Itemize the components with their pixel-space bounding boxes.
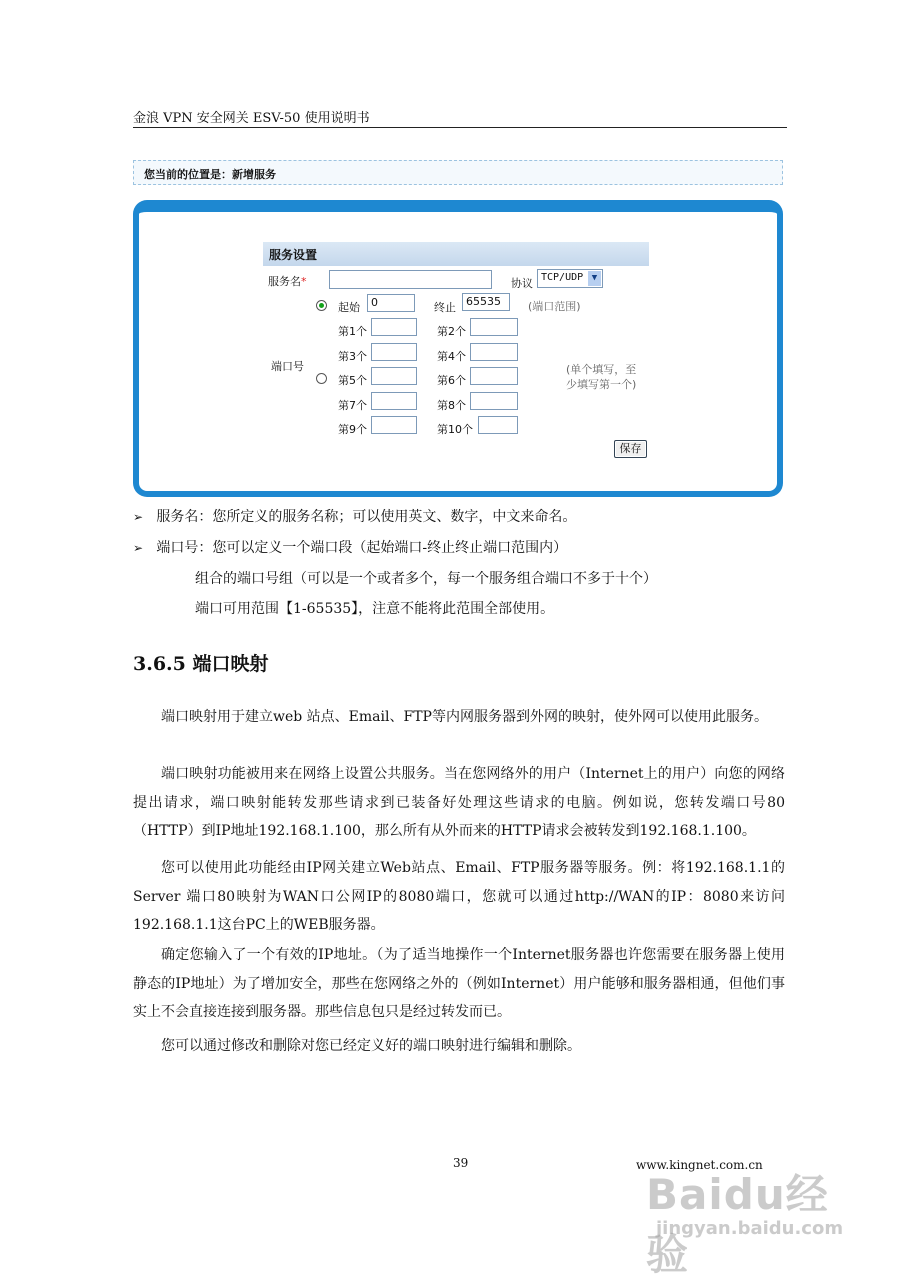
range-hint: (端口范围): [528, 300, 581, 313]
port-label: 端口号: [271, 360, 304, 373]
watermark-url: jingyan.baidu.com: [656, 1218, 844, 1239]
start-port-input[interactable]: 0: [367, 294, 415, 312]
port-1-label: 第1个: [338, 325, 367, 338]
port-3-input[interactable]: [371, 343, 417, 361]
bullet-service-name: [133, 505, 576, 529]
port-8-input[interactable]: [470, 392, 518, 410]
bullet-port-number: [133, 536, 567, 560]
bullet-text: 服务名：您所定义的服务名称；可以使用英文、数字，中文来命名。: [156, 509, 577, 525]
port-4-input[interactable]: [470, 343, 518, 361]
document-header: [133, 104, 787, 128]
service-name-input[interactable]: [329, 270, 492, 289]
port-8-label: 第8个: [437, 399, 466, 412]
port-4-label: 第4个: [437, 350, 466, 363]
port-1-input[interactable]: [371, 318, 417, 336]
bullet-arrow-icon: ➢: [133, 510, 144, 524]
paragraph: 您可以使用此功能经由IP网关建立Web站点、Email、FTP服务器等服务。例：将192.168.1.1的Server 端口80映射为WAN口公网IP的8080端口，您就可以通过http://WAN的IP：8080来访问192.168.1.1这台PC上的WEB服务器。: [133, 860, 785, 933]
section-title: 3.6.5 端口映射: [133, 653, 269, 675]
paragraph: 确定您输入了一个有效的IP地址。（为了适当地操作一个Internet服务器也许您需要在服务器上使用静态的IP地址）为了增加安全，那些在您网络之外的（例如Internet）用户能够和服务器相通，但他们事实上不会直接连接到服务器。那些信息包只是经过转发而已。: [133, 947, 785, 1020]
protocol-label: 协议: [511, 277, 533, 290]
paragraph: 端口映射功能被用来在网络上设置公共服务。当在您网络外的用户（Internet上的用户）向您的网络提出请求，端口映射能转发那些请求到已装备好处理这些请求的电脑。例如说，您转发端口号80（HTTP）到IP地址192.168.1.100，那么所有从外而来的HTTP请求会被转发到192.168.1.100。: [133, 766, 785, 839]
port-9-label: 第9个: [338, 423, 367, 436]
header-title: 金浪 VPN 安全网关 ESV-50 使用说明书: [133, 111, 370, 126]
radio-selected-icon[interactable]: [316, 300, 327, 311]
port-6-input[interactable]: [470, 367, 518, 385]
port-6-label: 第6个: [437, 374, 466, 387]
indent-line: 组合的端口号组（可以是一个或者多个，每一个服务组合端口不多于十个）: [195, 571, 657, 587]
baidu-watermark: [646, 1162, 856, 1279]
required-mark: *: [301, 275, 307, 288]
bullet-text: 端口号：您可以定义一个端口段（起始端口-终止终止端口范围内）: [156, 540, 568, 556]
watermark-brand: Baidu经验: [646, 1170, 829, 1279]
port-10-label: 第10个: [437, 423, 473, 436]
save-button[interactable]: 保存: [614, 440, 647, 458]
port-2-label: 第2个: [437, 325, 466, 338]
form-title: 服务设置: [263, 242, 649, 266]
bullet-arrow-icon: ➢: [133, 541, 144, 555]
paragraph: 您可以通过修改和删除对您已经定义好的端口映射进行编辑和删除。: [161, 1038, 581, 1054]
paragraph: 端口映射用于建立web 站点、Email、FTP等内网服务器到外网的映射，使外网可以使用此服务。: [161, 709, 768, 725]
port-5-label: 第5个: [338, 374, 367, 387]
single-entry-hint: (单个填写，至少填写第一个): [566, 363, 637, 391]
indent-line: 端口可用范围【1-65535】，注意不能将此范围全部使用。: [195, 601, 555, 617]
port-5-input[interactable]: [371, 367, 417, 385]
service-name-label: 服务名*: [268, 275, 307, 288]
footer-website: www.kingnet.com.cn: [636, 1158, 763, 1172]
dropdown-arrow-icon[interactable]: ▼: [588, 271, 601, 286]
end-port-input[interactable]: 65535: [462, 293, 510, 311]
port-9-input[interactable]: [371, 416, 417, 434]
port-7-label: 第7个: [338, 399, 367, 412]
breadcrumb: 您当前的位置是：新增服务: [133, 160, 783, 185]
port-10-input[interactable]: [478, 416, 518, 434]
radio-unselected-icon[interactable]: [316, 373, 327, 384]
port-7-input[interactable]: [371, 392, 417, 410]
port-2-input[interactable]: [470, 318, 518, 336]
port-3-label: 第3个: [338, 350, 367, 363]
end-label: 终止: [434, 301, 456, 314]
page-number: 39: [453, 1156, 469, 1170]
start-label: 起始: [338, 301, 360, 314]
protocol-select[interactable]: [537, 269, 603, 288]
protocol-value: TCP/UDP: [541, 272, 584, 283]
